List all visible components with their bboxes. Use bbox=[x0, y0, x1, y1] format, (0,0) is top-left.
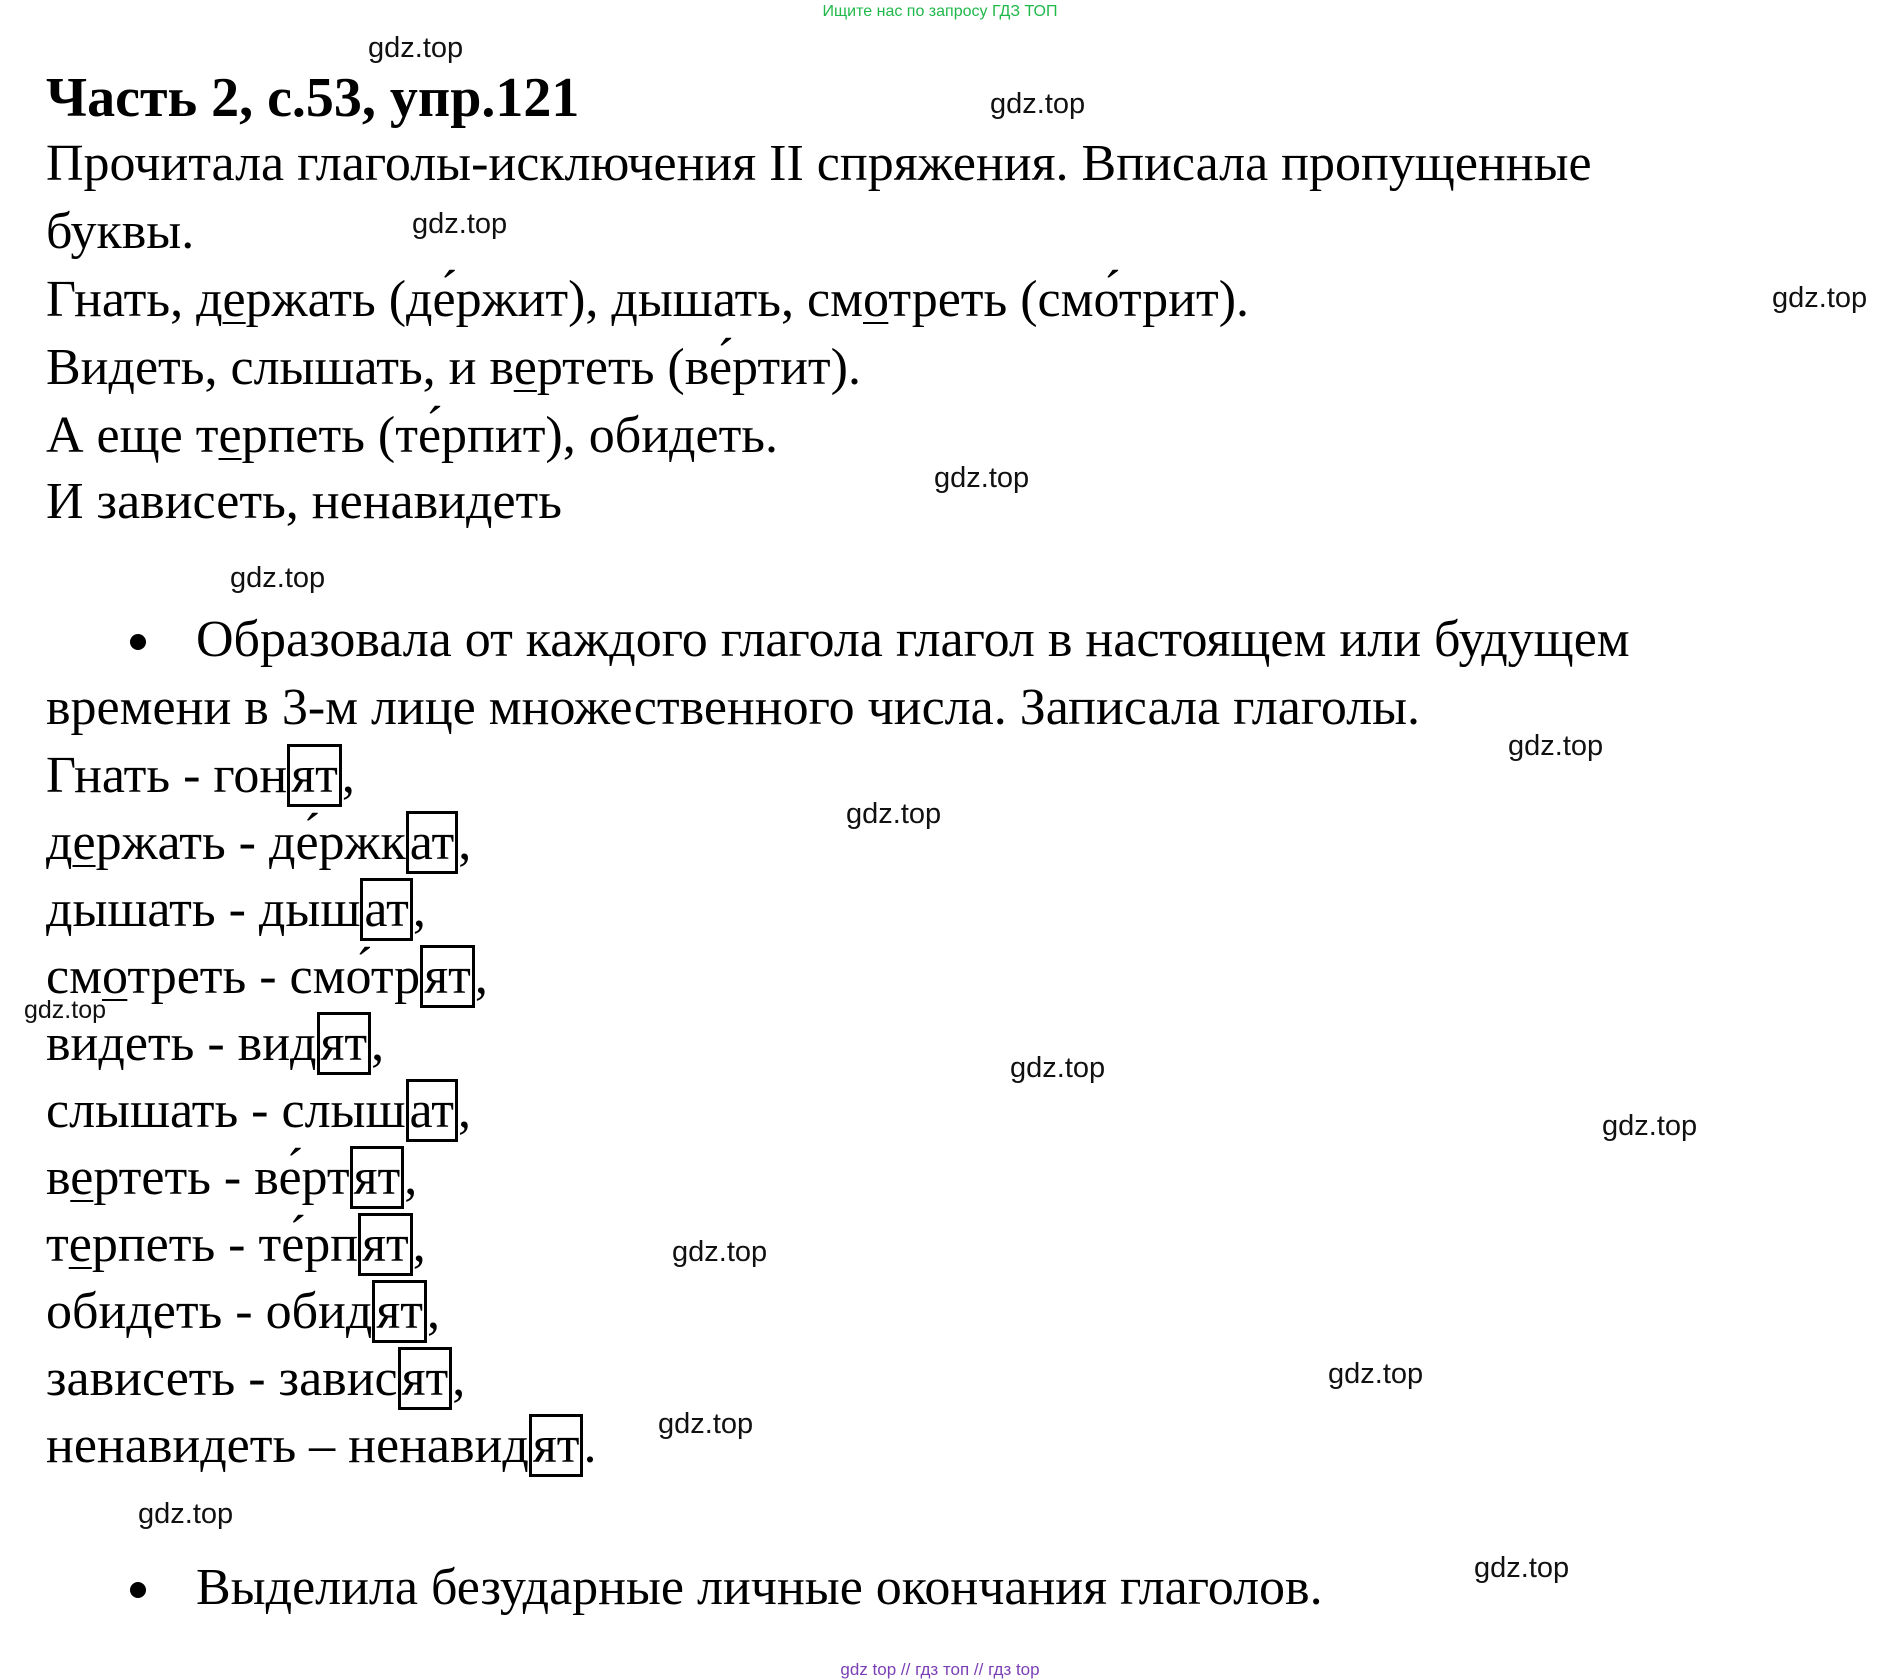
bullet-2 bbox=[130, 1582, 146, 1598]
ending-box: ят bbox=[358, 1213, 413, 1276]
watermark: gdz.top bbox=[672, 1236, 768, 1268]
watermark: gdz.top bbox=[24, 996, 107, 1024]
poem-line-1: Гнать, держать (де́ржит), дышать, смотреть (смо́трит). bbox=[46, 271, 1250, 328]
poem-line-4: И зависеть, ненавидеть bbox=[46, 473, 562, 530]
verb-line: видеть - видят, bbox=[46, 1018, 384, 1070]
watermark: gdz.top bbox=[138, 1498, 234, 1530]
watermark: gdz.top bbox=[1474, 1552, 1570, 1584]
ending-box: ят bbox=[398, 1347, 453, 1410]
ending-box: ят bbox=[350, 1146, 405, 1209]
verb-line: вертеть - ве́ртят, bbox=[46, 1152, 417, 1204]
watermark: gdz.top bbox=[658, 1408, 754, 1440]
watermark: gdz.top bbox=[1772, 282, 1868, 314]
watermark: gdz.top bbox=[990, 88, 1086, 120]
watermark: gdz.top bbox=[846, 798, 942, 830]
intro-line-2: буквы. bbox=[46, 203, 195, 260]
watermark: gdz.top bbox=[230, 562, 326, 594]
poem-line-2: Видеть, слышать, и вертеть (ве́ртит). bbox=[46, 339, 861, 396]
verb-line: дышать - дышат, bbox=[46, 884, 426, 936]
ending-box: ат bbox=[406, 1079, 458, 1142]
verb-line: Гнать - гонят, bbox=[46, 750, 355, 802]
verb-line: обидеть - обидят, bbox=[46, 1286, 440, 1338]
bullet-1 bbox=[130, 634, 146, 650]
watermark: gdz.top bbox=[1328, 1358, 1424, 1390]
footer-links[interactable]: gdz top // гдз топ // гдз top bbox=[840, 1660, 1040, 1679]
verb-line: слышать - слышат, bbox=[46, 1085, 471, 1137]
ending-box: ят bbox=[317, 1012, 372, 1075]
watermark: gdz.top bbox=[412, 208, 508, 240]
watermark: gdz.top bbox=[368, 32, 464, 64]
ending-box: ат bbox=[360, 878, 412, 941]
watermark: gdz.top bbox=[934, 462, 1030, 494]
task2-line: Выделила безударные личные окончания глаголов. bbox=[196, 1559, 1323, 1616]
verb-line: смотреть - смо́трят, bbox=[46, 951, 488, 1003]
verb-line: ненавидеть – ненавидят. bbox=[46, 1420, 596, 1472]
task1-line-1: Образовала от каждого глагола глагол в настоящем или будущем bbox=[196, 611, 1630, 668]
poem-line-3: А еще терпеть (те́рпит), обидеть. bbox=[46, 407, 779, 464]
ending-box: ят bbox=[372, 1280, 427, 1343]
ending-box: ат bbox=[406, 811, 458, 874]
page-title: Часть 2, с.53, упр.121 bbox=[46, 67, 580, 129]
verb-line: терпеть - те́рпят, bbox=[46, 1219, 426, 1271]
intro-line-1: Прочитала глаголы-исключения II спряжения. Вписала пропущенные bbox=[46, 135, 1592, 192]
watermark: gdz.top bbox=[1602, 1110, 1698, 1142]
watermark: gdz.top bbox=[1508, 730, 1604, 762]
verb-line: держать - де́ржкат, bbox=[46, 817, 471, 869]
verb-line: зависеть - зависят, bbox=[46, 1353, 465, 1405]
top-ad-banner[interactable]: Ищите нас по запросу ГДЗ ТОП bbox=[822, 3, 1058, 20]
ending-box: ят bbox=[420, 945, 475, 1008]
ending-box: ят bbox=[529, 1414, 584, 1477]
watermark: gdz.top bbox=[1010, 1052, 1106, 1084]
task1-line-2: времени в 3-м лице множественного числа. Записала глаголы. bbox=[46, 679, 1421, 736]
ending-box: ят bbox=[287, 744, 342, 807]
